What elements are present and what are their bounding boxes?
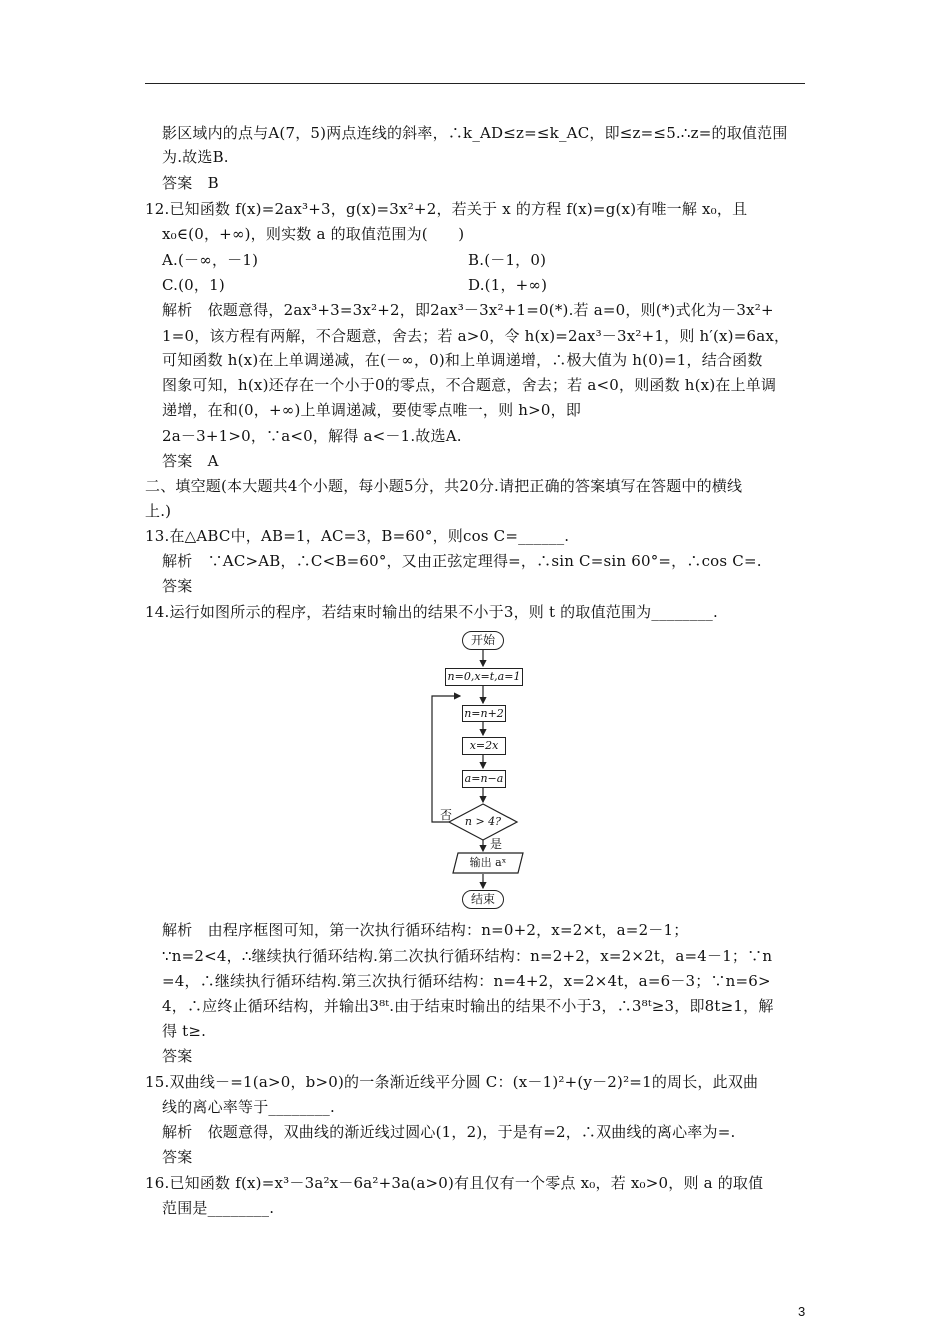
section-heading: 二、填空题(本大题共4个小题，每小题5分，共20分.请把正确的答案填写在答题中的横线 [145, 477, 743, 495]
answer-line: 答案 [162, 1047, 193, 1065]
flow-output: 输出 aˣ [469, 856, 507, 869]
header-rule [145, 83, 805, 84]
answer-line: 答案 [162, 577, 193, 595]
option-d: D.(1，+∞) [468, 276, 548, 294]
question-13: 13.在△ABC中，AB=1，AC=3，B=60°，则cos C=______. [145, 527, 570, 545]
solution-line: 解析 依题意得，双曲线的渐近线过圆心(1，2)，于是有=2，∴双曲线的离心率为=. [162, 1123, 736, 1141]
flow-yes-label: 是 [490, 837, 503, 851]
question-14: 14.运行如图所示的程序，若结束时输出的结果不小于3，则 t 的取值范围为________. [145, 603, 718, 621]
solution-line: 得 t≥. [162, 1022, 207, 1040]
flow-no-label: 否 [440, 808, 453, 822]
solution-line: 解析 由程序框图可知，第一次执行循环结构：n=0+2，x=2×t，a=2－1； [162, 921, 689, 939]
text-line: 为.故选B. [162, 148, 229, 166]
text-line: 线的离心率等于________. [162, 1098, 335, 1116]
solution-line: 递增，在和(0，+∞)上单调递减，要使零点唯一，则 h>0，即 [162, 401, 582, 419]
section-heading: 上.) [145, 502, 172, 520]
solution-line: ∵n=2<4，∴继续执行循环结构.第二次执行循环结构：n=2+2，x=2×2t，a=4－1；∵n [162, 947, 773, 965]
flow-step-x: x=2x [462, 737, 506, 755]
page-number: 3 [798, 1304, 806, 1319]
solution-line: 4，∴应终止循环结构，并输出3⁸ᵗ.由于结束时输出的结果不小于3，∴3⁸ᵗ≥3，即8t≥1，解 [162, 997, 774, 1015]
option-b: B.(－1，0) [468, 251, 547, 269]
flow-end: 结束 [462, 890, 504, 909]
text-line: 影区域内的点与A(7，5)两点连线的斜率，∴k_AD≤z=≤k_AC，即≤z=≤5.∴z=的取值范围 [162, 124, 788, 142]
answer-line: 答案 A [162, 452, 219, 470]
flow-start: 开始 [462, 631, 504, 650]
text-line: x₀∈(0，+∞)，则实数 a 的取值范围为( ) [162, 225, 465, 243]
flow-step-a: a=n−a [462, 770, 506, 788]
question-12: 12.已知函数 f(x)=2ax³+3，g(x)=3x²+2，若关于 x 的方程 f(x)=g(x)有唯一解 x₀，且 [145, 200, 748, 218]
question-16: 16.已知函数 f(x)=x³－3a²x－6a²+3a(a>0)有且仅有一个零点 x₀，若 x₀>0，则 a 的取值 [145, 1174, 764, 1192]
option-c: C.(0，1) [162, 276, 225, 294]
solution-line: =4，∴继续执行循环结构.第三次执行循环结构：n=4+2，x=2×4t，a=6－3；∵n=6> [162, 972, 771, 990]
solution-line: 1=0，该方程有两解，不合题意，舍去；若 a>0，令 h(x)=2ax³－3x²+1，则 h′(x)=6ax， [162, 327, 790, 345]
flow-condition: n > 4? [464, 815, 502, 828]
question-15: 15.双曲线－=1(a>0，b>0)的一条渐近线平分圆 C：(x－1)²+(y－2)²=1的周长，此双曲 [145, 1073, 759, 1091]
solution-line: 图象可知，h(x)还存在一个小于0的零点，不合题意，舍去；若 a<0，则函数 h(x)在上单调 [162, 376, 777, 394]
text-line: 范围是________. [162, 1199, 275, 1217]
flow-step-n: n=n+2 [462, 705, 506, 722]
solution-line: 可知函数 h(x)在上单调递减，在(－∞，0)和上单调递增，∴极大值为 h(0)=1，结合函数 [162, 351, 763, 369]
answer-line: 答案 B [162, 174, 219, 192]
solution-line: 解析 依题意得，2ax³+3=3x²+2，即2ax³－3x²+1=0(*).若 a=0，则(*)式化为－3x²+ [162, 301, 774, 319]
solution-line: 解析 ∵AC>AB，∴C<B=60°，又由正弦定理得=，∴sin C=sin 60°=，∴cos C=. [162, 552, 762, 570]
option-a: A.(－∞，－1) [162, 251, 259, 269]
flow-init: n=0,x=t,a=1 [445, 668, 523, 686]
answer-line: 答案 [162, 1148, 193, 1166]
solution-line: 2a－3+1>0，∵a<0，解得 a<－1.故选A. [162, 427, 462, 445]
